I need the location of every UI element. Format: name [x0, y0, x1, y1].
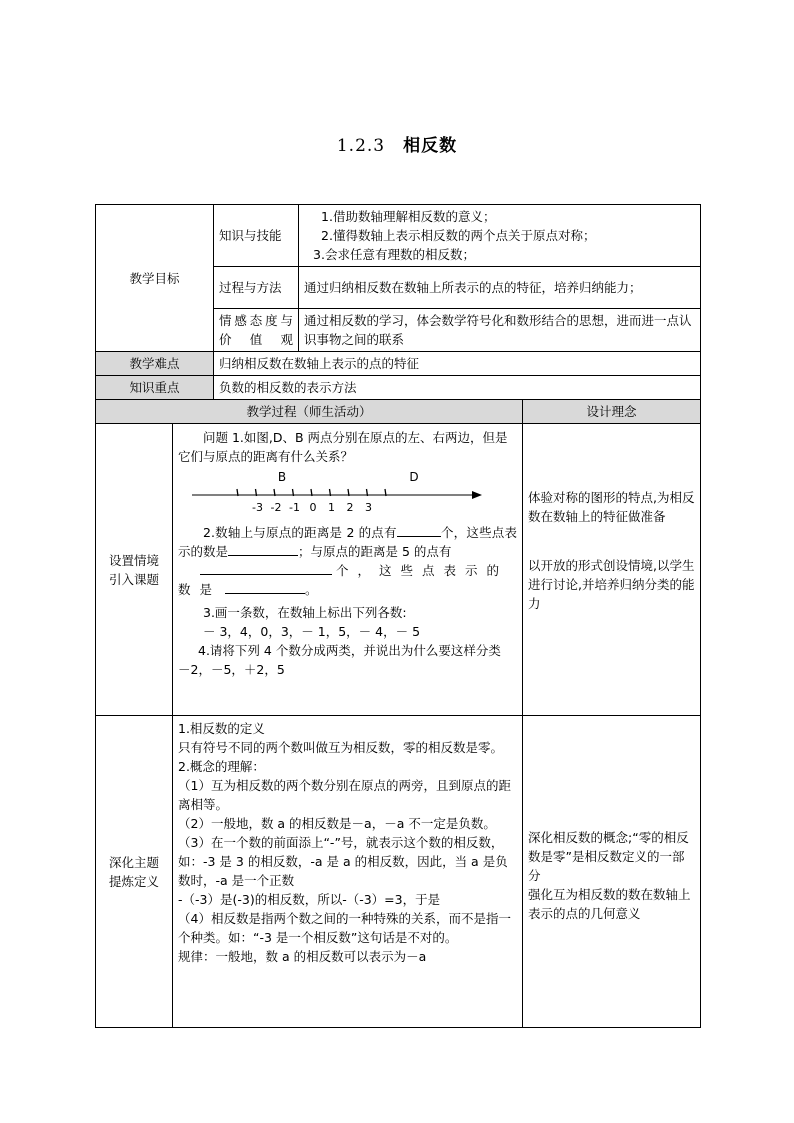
question-2-part: 个，这些点表示的数是 [178, 563, 508, 597]
lesson-plan-table [95, 204, 701, 1028]
goal-label-knowledge: 知识与技能 [214, 205, 299, 267]
definition-line: 规律：一般地，数 a 的相反数可以表示为－a [178, 949, 427, 964]
goal-line: 3.会求任意有理数的相反数； [313, 247, 475, 262]
definition-line: 2.概念的理解： [178, 759, 265, 774]
point-b-label: B [277, 470, 287, 484]
section1-label [96, 424, 173, 716]
axis-arrow [472, 491, 482, 499]
question-1: 问题 1.如图,D、B 两点分别在原点的左、右两边，但是它们与原点的距离有什么关系？ [178, 430, 508, 464]
goal-process-content: 通过归纳相反数在数轴上所表示的点的特征，培养归纳能力； [299, 267, 701, 309]
goal-knowledge-content [299, 205, 701, 267]
process-header: 教学过程（师生活动） [96, 400, 523, 424]
goal-label-process: 过程与方法 [214, 267, 299, 309]
lesson-plan-table-wrap [95, 204, 700, 1028]
design-header: 设计理念 [523, 400, 701, 424]
question-2-part: 2.数轴上与原点的距离是 2 的点有 [203, 525, 397, 540]
section2-content [173, 716, 523, 1028]
question-4: 4.请将下列 4 个数分成两类，并说出为什么要这样分类 －2，－5，＋2，5 [178, 643, 518, 677]
section2-label-text: 深化主题提炼定义 [108, 854, 159, 889]
goal-label-attitude: 情感态度与价值观 [214, 309, 299, 352]
difficulty-content: 归纳相反数在数轴上表示的点的特征 [214, 352, 701, 376]
goal-line: 2.懂得数轴上表示相反数的两个点关于原点对称； [321, 228, 596, 243]
definition-line: 只有符号不同的两个数叫做互为相反数，零的相反数是零。 [178, 740, 504, 755]
definition-line: （1）互为相反数的两个数分别在原点的两旁，且到原点的距离相等。 [178, 778, 511, 812]
section1-notes [523, 424, 701, 716]
question-2 [178, 523, 517, 561]
section2-label [96, 716, 173, 1028]
definition-line: （3）在一个数的前面添上“-”号，就表示这个数的相反数，如：-3 是 3 的相反数，-a 是 a 的相反数，因此，当 a 是负数时，-a 是一个正数 [178, 835, 508, 888]
point-d-label: D [409, 470, 419, 484]
tick-label: 2 [346, 501, 354, 514]
number-line [190, 470, 490, 516]
section2-notes [523, 716, 701, 1028]
section1-label-text: 设置情境引入课题 [108, 552, 159, 587]
design-note: 以开放的形式创设情境,以学生进行讨论,并培养归纳分类的能力 [528, 558, 695, 611]
tick-label: -3 [252, 501, 263, 514]
tick-label: 1 [328, 501, 335, 514]
tick-label: -1 [289, 501, 300, 514]
tick-label: 3 [365, 501, 372, 514]
section1-content [173, 424, 523, 716]
question-2-part: 个，这些点表示的数是 [178, 525, 518, 559]
answer-blank[interactable] [200, 562, 332, 575]
question-2-part: ；与原点的距离是 5 的点有 [298, 544, 452, 559]
definition-line: （2）一般地，数 a 的相反数是－a，－a 不一定是负数。 [178, 816, 496, 831]
tick-label: -2 [270, 501, 282, 514]
tick-label: 0 [309, 501, 317, 514]
section-number: 1.2.3 [336, 136, 386, 156]
title-text: 相反数 [403, 136, 458, 156]
design-note: 强化互为相反数的数在数轴上表示的点的几何意义 [528, 887, 691, 921]
answer-blank[interactable] [225, 581, 305, 594]
page-title [0, 131, 794, 156]
key-content: 负数的相反数的表示方法 [214, 376, 701, 400]
goals-label: 教学目标 [96, 205, 214, 352]
difficulty-label: 教学难点 [96, 352, 214, 376]
question-3: 3.画一条数，在数轴上标出下列各数: [203, 605, 407, 620]
tick-group [237, 489, 386, 514]
design-note: 体验对称的图形的特点,为相反数在数轴上的特征做准备 [528, 490, 695, 524]
question-2-part: 。 [305, 582, 318, 597]
question-3-numbers: － 3，4，0，3，－ 1，5，－ 4，－ 5 [203, 624, 421, 639]
goal-attitude-content: 通过相反数的学习，体会数学符号化和数形结合的思想，进而进一点认识事物之间的联系 [299, 309, 701, 352]
key-label: 知识重点 [96, 376, 214, 400]
answer-blank[interactable] [228, 543, 298, 556]
design-note: 深化相反数的概念;“零的相反数是零”是相反数定义的一部分 [528, 830, 689, 883]
definition-line: 1.相反数的定义 [178, 721, 265, 736]
question-2-cont [178, 561, 517, 599]
definition-line: -（-3）是(-3)的相反数，所以-（-3）=3，于是 [178, 892, 441, 907]
answer-blank[interactable] [397, 524, 441, 537]
definition-line: （4）相反数是指两个数之间的一种特殊的关系，而不是指一个种类。如：“-3 是一个相反数”这句话是不对的。 [178, 911, 511, 945]
goal-line: 1.借助数轴理解相反数的意义； [321, 209, 496, 224]
